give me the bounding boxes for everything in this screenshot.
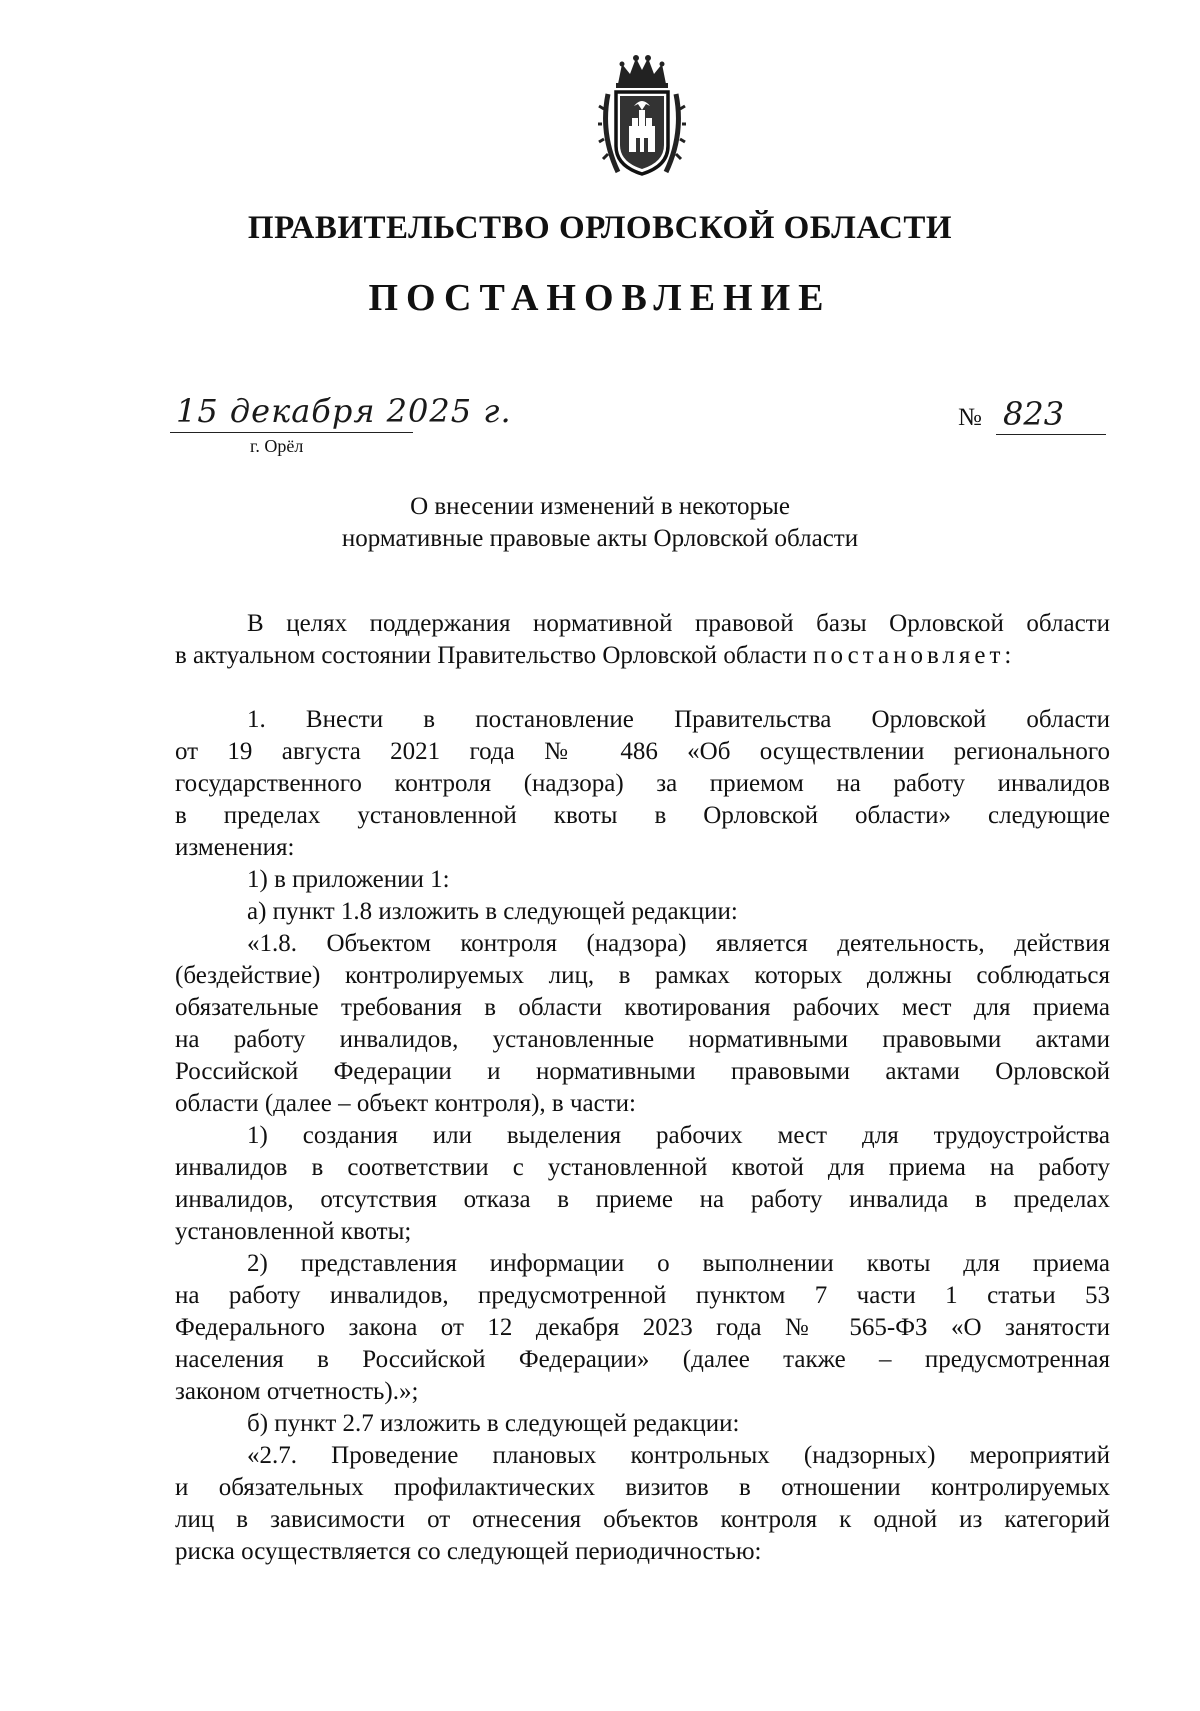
body-line: 1) создания или выделения рабочих мест для трудоустройства — [247, 1122, 1110, 1149]
coat-of-arms-icon — [598, 54, 686, 180]
body-line: в пределах установленной квоты в Орловской области» следующие — [175, 802, 1110, 829]
handwritten-number: 823 — [1003, 395, 1065, 433]
body-line: а) пункт 1.8 изложить в следующей редакции: — [247, 898, 738, 925]
body-line: Российской Федерации и нормативными правовыми актами Орловской — [175, 1058, 1110, 1085]
body-line: и обязательных профилактических визитов в отношении контролируемых — [175, 1474, 1110, 1501]
body-line: на работу инвалидов, установленные нормативными правовыми актами — [175, 1026, 1110, 1053]
subject-line: О внесении изменений в некоторые — [410, 493, 790, 520]
body-line: 1. Внести в постановление Правительства Орловской области — [247, 706, 1110, 733]
body-line: изменения: — [175, 834, 295, 861]
city-label: г. Орёл — [250, 436, 304, 456]
body-line: 2) представления информации о выполнении квоты для приема — [247, 1250, 1110, 1277]
document-body — [175, 608, 1110, 1568]
body-line: области (далее – объект контроля), в части: — [175, 1090, 636, 1117]
body-line: населения в Российской Федерации» (далее также – предусмотренная — [175, 1346, 1110, 1373]
preamble-verb: постановляет: — [813, 642, 1016, 669]
subject-line: нормативные правовые акты Орловской области — [341, 525, 859, 552]
body-line: лиц в зависимости от отнесения объектов контроля к одной из категорий — [175, 1506, 1110, 1533]
body-line: б) пункт 2.7 изложить в следующей редакции: — [247, 1410, 740, 1437]
body-line: на работу инвалидов, предусмотренной пунктом 7 части 1 статьи 53 — [175, 1282, 1110, 1309]
preamble-text: в актуальном состоянии Правительство Орловской области — [175, 642, 814, 669]
body-line: «1.8. Объектом контроля (надзора) является деятельность, действия — [247, 930, 1110, 957]
number-underline — [996, 434, 1106, 435]
handwritten-date: 15 декабря 2025 г. — [176, 392, 512, 430]
document-type: ПОСТАНОВЛЕНИЕ — [368, 277, 832, 319]
body-line: Федерального закона от 12 декабря 2023 года № 565-ФЗ «О занятости — [175, 1314, 1110, 1341]
body-line: (бездействие) контролируемых лиц, в рамках которых должны соблюдаться — [175, 962, 1110, 989]
preamble-line: В целях поддержания нормативной правовой базы Орловской области — [247, 610, 1110, 637]
body-line: инвалидов в соответствии с установленной квотой для приема на работу — [175, 1154, 1110, 1181]
document-subject — [0, 491, 1200, 555]
body-line: законом отчетность).»; — [175, 1378, 419, 1405]
date-underline — [170, 432, 413, 433]
body-line: риска осуществляется со следующей периодичностью: — [175, 1538, 762, 1565]
body-line: от 19 августа 2021 года № 486 «Об осуществлении регионального — [175, 738, 1110, 765]
body-line: «2.7. Проведение плановых контрольных (надзорных) мероприятий — [247, 1442, 1110, 1469]
number-sign: № — [958, 404, 982, 431]
government-title: ПРАВИТЕЛЬСТВО ОРЛОВСКОЙ ОБЛАСТИ — [247, 210, 953, 246]
body-line: установленной квоты; — [175, 1218, 412, 1245]
body-line: государственного контроля (надзора) за приемом на работу инвалидов — [175, 770, 1110, 797]
body-line: 1) в приложении 1: — [247, 866, 450, 893]
preamble-line — [175, 640, 1110, 672]
body-line: инвалидов, отсутствия отказа в приеме на работу инвалида в пределах — [175, 1186, 1110, 1213]
body-line: обязательные требования в области квотирования рабочих мест для приема — [175, 994, 1110, 1021]
